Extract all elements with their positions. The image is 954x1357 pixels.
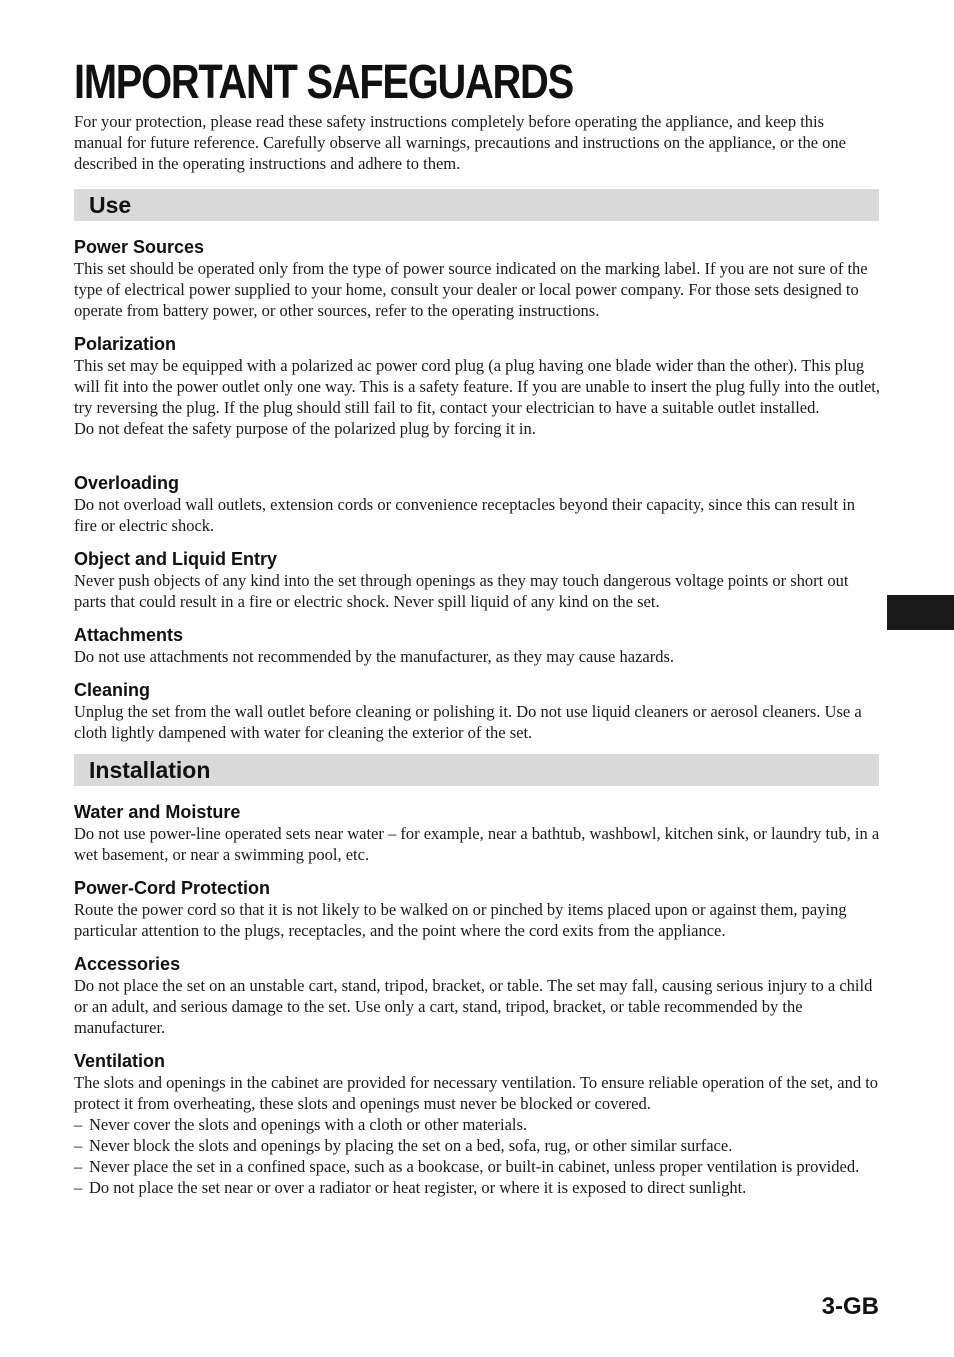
item-body: Do not overload wall outlets, extension cords or convenience receptacles beyond their capacity, since this can result in fire or electric shock. [74, 495, 856, 535]
section-side-tab [887, 595, 954, 630]
item-polarization [74, 333, 880, 439]
item-overloading [74, 472, 880, 536]
item-water-moisture [74, 801, 880, 865]
list-item [74, 1114, 880, 1135]
item-body: Do not use power-line operated sets near water – for example, near a bathtub, washbowl, kitchen sink, or laundry tub, in a wet basement, or near a swimming pool, etc. [74, 824, 880, 864]
item-title: Cleaning [74, 680, 151, 700]
item-power-sources [74, 236, 880, 321]
section-header-use [74, 189, 879, 221]
item-body: This set should be operated only from the type of power source indicated on the marking label. If you are not sure of the type of electrical power supplied to your home, consult your dealer or local power company. For those sets designed to operate from battery power, or other sources, refer to the operating instructions. [74, 259, 868, 320]
section-heading: Installation [89, 757, 211, 783]
item-attachments [74, 624, 880, 667]
item-title: Accessories [74, 954, 181, 974]
item-body: Unplug the set from the wall outlet before cleaning or polishing it. Do not use liquid cleaners or aerosol cleaners. Use a cloth lightly dampened with water for cleaning the exterior of the set. [74, 702, 862, 742]
item-title: Power-Cord Protection [74, 878, 271, 898]
item-accessories [74, 953, 880, 1038]
list-item [74, 1177, 880, 1198]
intro-paragraph: For your protection, please read these safety instructions completely before operating the appliance, and keep this manual for future reference. Carefully observe all warnings, precautions and instructions on the appliance, or the one described in the operating instructions and adhere to them. [74, 112, 847, 173]
page-number: 3-GB [821, 1293, 879, 1320]
list-item-text: Never block the slots and openings by placing the set on a bed, sofa, rug, or other similar surface. [89, 1136, 733, 1155]
item-body: Route the power cord so that it is not likely to be walked on or pinched by items placed upon or against them, paying particular attention to the plugs, receptacles, and the point where the cord exits from the appliance. [74, 900, 847, 940]
item-body: Do not use attachments not recommended by the manufacturer, as they may cause hazards. [74, 647, 674, 666]
ventilation-list [74, 1114, 880, 1198]
dash-marker: – [74, 1157, 83, 1176]
item-title: Water and Moisture [74, 802, 241, 822]
item-power-cord-protection [74, 877, 880, 941]
item-body: Do not place the set on an unstable cart, stand, tripod, bracket, or table. The set may fall, causing serious injury to a child or an adult, and serious damage to the set. Use only a cart, stand, tripod, bracket, or table recommended by the manufacturer. [74, 976, 873, 1037]
item-object-liquid-entry [74, 548, 880, 612]
list-item [74, 1156, 880, 1177]
item-title: Polarization [74, 334, 177, 354]
list-item-text: Do not place the set near or over a radiator or heat register, or where it is exposed to direct sunlight. [89, 1178, 747, 1197]
item-title: Power Sources [74, 237, 205, 257]
list-item-text: Never cover the slots and openings with a cloth or other materials. [89, 1115, 528, 1134]
item-cleaning [74, 679, 880, 743]
dash-marker: – [74, 1178, 83, 1197]
item-title: Ventilation [74, 1051, 166, 1071]
item-title: Overloading [74, 473, 180, 493]
item-body: Never push objects of any kind into the set through openings as they may touch dangerous voltage points or short out parts that could result in a fire or electric shock. Never spill liquid of any kind on the set. [74, 571, 849, 611]
item-body-note: Do not defeat the safety purpose of the polarized plug by forcing it in. [74, 419, 536, 438]
item-title: Attachments [74, 625, 184, 645]
item-body: The slots and openings in the cabinet are provided for necessary ventilation. To ensure reliable operation of the set, and to protect it from overheating, these slots and openings must never be blocked or covered. [74, 1073, 879, 1113]
list-item-text: Never place the set in a confined space, such as a bookcase, or built-in cabinet, unless proper ventilation is provided. [89, 1157, 860, 1176]
dash-marker: – [74, 1136, 83, 1155]
item-ventilation [74, 1050, 880, 1198]
dash-marker: – [74, 1115, 83, 1134]
item-body: This set may be equipped with a polarized ac power cord plug (a plug having one blade wider than the other). This plug will fit into the power outlet only one way. This is a safety feature. If you are unable to insert the plug fully into the outlet, try reversing the plug. If the plug should still fail to fit, contact your electrician to have a suitable outlet installed. [74, 356, 881, 417]
list-item [74, 1135, 880, 1156]
page-title: IMPORTANT SAFEGUARDS [74, 56, 573, 109]
section-header-installation [74, 754, 879, 786]
item-title: Object and Liquid Entry [74, 549, 278, 569]
section-heading: Use [89, 192, 132, 218]
